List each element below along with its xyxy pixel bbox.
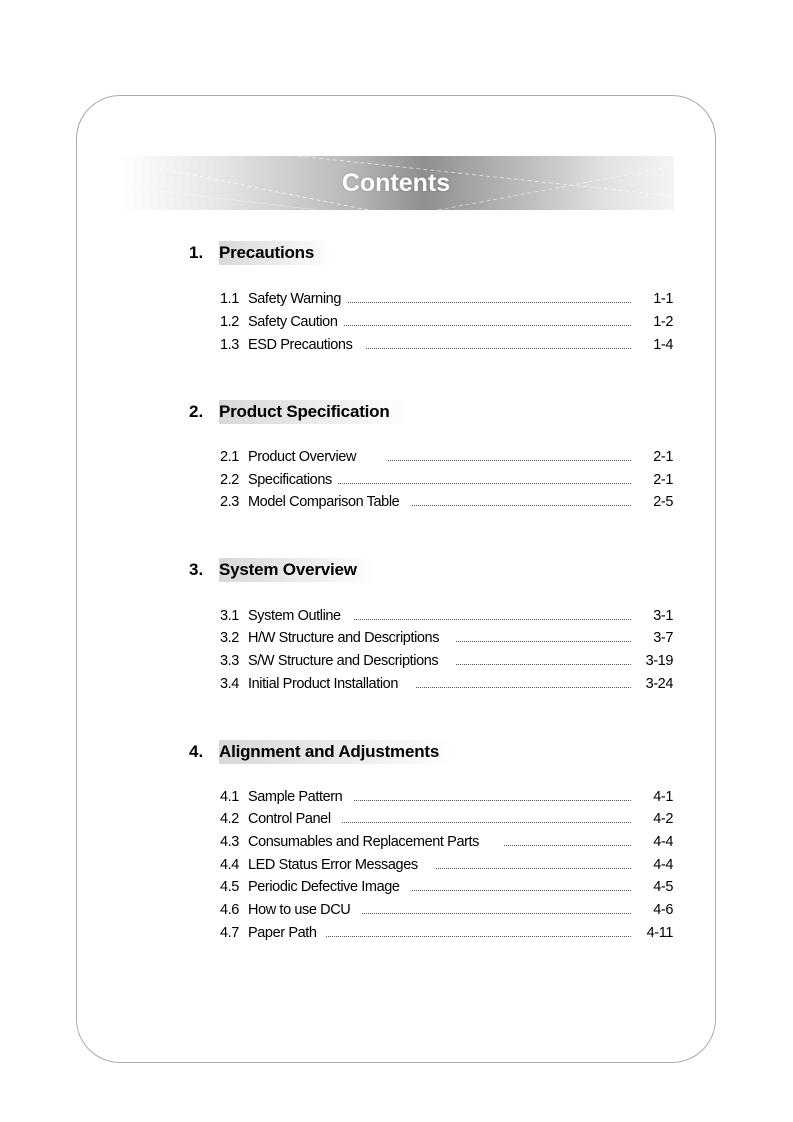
section-heading: [189, 740, 679, 766]
entry-label: Specifications: [248, 472, 332, 488]
page-title: Contents: [341, 169, 451, 197]
toc-entry[interactable]: [220, 470, 673, 490]
entry-number: 1.3: [220, 337, 239, 353]
entry-number: 3.4: [220, 676, 239, 692]
toc-entry[interactable]: [220, 877, 673, 897]
section-heading: [189, 241, 679, 267]
entry-page: 4-2: [653, 811, 673, 827]
entry-label: Paper Path: [248, 925, 317, 941]
toc-entry[interactable]: [220, 674, 673, 694]
section-system-overview: [189, 558, 679, 584]
entry-page: 1-2: [653, 314, 673, 330]
entry-label: Product Overview: [248, 449, 357, 465]
entry-label: Safety Warning: [248, 291, 341, 307]
toc-entry[interactable]: [220, 628, 673, 648]
section-number: 1.: [189, 243, 204, 262]
entry-label: Model Comparison Table: [248, 494, 400, 510]
entry-number: 4.3: [220, 834, 239, 850]
entry-label: Initial Product Installation: [248, 676, 398, 692]
contents-banner: [118, 156, 674, 210]
toc-entry[interactable]: [220, 832, 673, 852]
toc-entry[interactable]: [220, 289, 673, 309]
entry-number: 3.1: [220, 608, 239, 624]
section-precautions: [189, 241, 679, 267]
section-heading: [189, 400, 679, 426]
entry-number: 1.1: [220, 291, 239, 307]
entry-number: 2.3: [220, 494, 239, 510]
toc-entry[interactable]: [220, 787, 673, 807]
dot-leader: [412, 505, 631, 506]
entry-number: 4.7: [220, 925, 239, 941]
entry-page: 4-1: [653, 789, 673, 805]
section-title: Alignment and Adjustments: [219, 740, 457, 764]
entry-number: 4.5: [220, 879, 239, 895]
entry-label: Sample Pattern: [248, 789, 343, 805]
entry-label: H/W Structure and Descriptions: [248, 630, 440, 646]
entry-number: 4.2: [220, 811, 239, 827]
section-number: 4.: [189, 742, 204, 761]
entry-number: 2.1: [220, 449, 239, 465]
entry-page: 4-11: [646, 925, 673, 941]
dot-leader: [342, 822, 631, 823]
entry-label: S/W Structure and Descriptions: [248, 653, 439, 669]
dot-leader: [326, 936, 631, 937]
dot-leader: [366, 348, 631, 349]
toc-entry[interactable]: [220, 447, 673, 467]
section-number: 3.: [189, 560, 204, 579]
entry-label: How to use DCU: [248, 902, 351, 918]
dot-leader: [504, 845, 631, 846]
dot-leader: [456, 664, 631, 665]
section-title: System Overview: [219, 558, 375, 582]
section-title: Product Specification: [219, 400, 408, 424]
entry-number: 4.1: [220, 789, 239, 805]
entry-label: LED Status Error Messages: [248, 857, 418, 873]
toc-entry[interactable]: [220, 492, 673, 512]
dot-leader: [354, 619, 631, 620]
section-heading: [189, 558, 679, 584]
entry-page: 4-4: [653, 834, 673, 850]
toc-entry[interactable]: [220, 335, 673, 355]
entry-page: 4-6: [653, 902, 673, 918]
dot-leader: [456, 641, 631, 642]
dot-leader: [388, 460, 631, 461]
section-alignment-and-adjustments: [189, 740, 679, 766]
entry-number: 1.2: [220, 314, 239, 330]
entry-page: 3-7: [653, 630, 673, 646]
entry-label: System Outline: [248, 608, 341, 624]
entry-page: 2-1: [653, 449, 673, 465]
entry-label: Safety Caution: [248, 314, 338, 330]
dot-leader: [362, 913, 631, 914]
entry-page: 2-5: [653, 494, 673, 510]
toc-entry[interactable]: [220, 312, 673, 332]
entry-page: 2-1: [653, 472, 673, 488]
entry-page: 3-1: [653, 608, 673, 624]
dot-leader: [412, 890, 631, 891]
section-title: Precautions: [219, 241, 332, 265]
entry-page: 3-19: [645, 653, 673, 669]
dot-leader: [348, 302, 631, 303]
section-product-specification: [189, 400, 679, 426]
entry-label: Periodic Defective Image: [248, 879, 400, 895]
dot-leader: [344, 325, 631, 326]
dot-leader: [338, 483, 631, 484]
dot-leader: [416, 687, 631, 688]
entry-page: 4-5: [653, 879, 673, 895]
toc-entry[interactable]: [220, 651, 673, 671]
dot-leader: [436, 868, 631, 869]
toc-entry[interactable]: [220, 855, 673, 875]
entry-number: 3.2: [220, 630, 239, 646]
toc-entry[interactable]: [220, 809, 673, 829]
entry-label: Control Panel: [248, 811, 331, 827]
entry-label: ESD Precautions: [248, 337, 353, 353]
entry-number: 3.3: [220, 653, 239, 669]
entry-page: 1-4: [653, 337, 673, 353]
entry-label: Consumables and Replacement Parts: [248, 834, 480, 850]
section-number: 2.: [189, 402, 204, 421]
entry-number: 4.4: [220, 857, 239, 873]
toc-entry[interactable]: [220, 900, 673, 920]
toc-entry[interactable]: [220, 606, 673, 626]
entry-page: 4-4: [653, 857, 673, 873]
toc-entry[interactable]: [220, 923, 673, 943]
entry-page: 3-24: [645, 676, 673, 692]
dot-leader: [354, 800, 631, 801]
entry-number: 4.6: [220, 902, 239, 918]
entry-number: 2.2: [220, 472, 239, 488]
entry-page: 1-1: [653, 291, 673, 307]
